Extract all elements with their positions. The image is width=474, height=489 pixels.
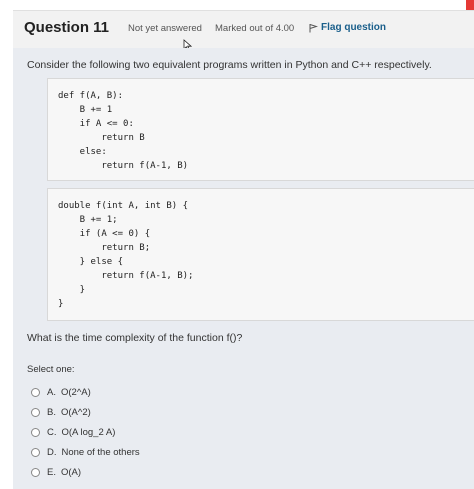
flag-question-button[interactable] [308,22,386,33]
corner-accent [466,0,474,10]
option-text: O(A log_2 A) [61,426,116,438]
answer-status: Not yet answered [128,23,202,34]
cpp-code-block: double f(int A, int B) { B += 1; if (A <= 0) { return B; } else { return f(A-1, B); } } [47,188,474,321]
option-c[interactable] [31,422,140,442]
option-text: O(A^2) [60,406,91,418]
question-marks: Marked out of 4.00 [215,23,295,34]
option-text: O(A) [60,466,82,478]
flag-icon [308,23,318,33]
option-letter: C. [47,426,57,438]
option-letter: A. [47,386,56,398]
answer-options [31,382,140,482]
flag-question-label: Flag question [321,22,386,33]
option-letter: D. [47,446,57,458]
radio-button[interactable] [31,448,40,457]
option-d[interactable] [31,442,140,462]
question-prompt: Consider the following two equivalent programs written in Python and C++ respectively. [27,59,432,71]
question-text: What is the time complexity of the function f()? [27,332,243,344]
radio-button[interactable] [31,468,40,477]
select-one-label: Select one: [27,364,75,375]
option-text: None of the others [61,446,140,458]
option-e[interactable] [31,462,140,482]
question-info-bar [13,10,474,48]
option-a[interactable] [31,382,140,402]
python-code-block: def f(A, B): B += 1 if A <= 0: return B else: return f(A-1, B) [47,78,474,181]
option-letter: E. [47,466,56,478]
option-text: O(2^A) [60,386,91,398]
radio-button[interactable] [31,388,40,397]
question-content [13,48,474,489]
option-letter: B. [47,406,56,418]
radio-button[interactable] [31,428,40,437]
option-b[interactable] [31,402,140,422]
radio-button[interactable] [31,408,40,417]
question-number: Question 11 [24,19,110,36]
